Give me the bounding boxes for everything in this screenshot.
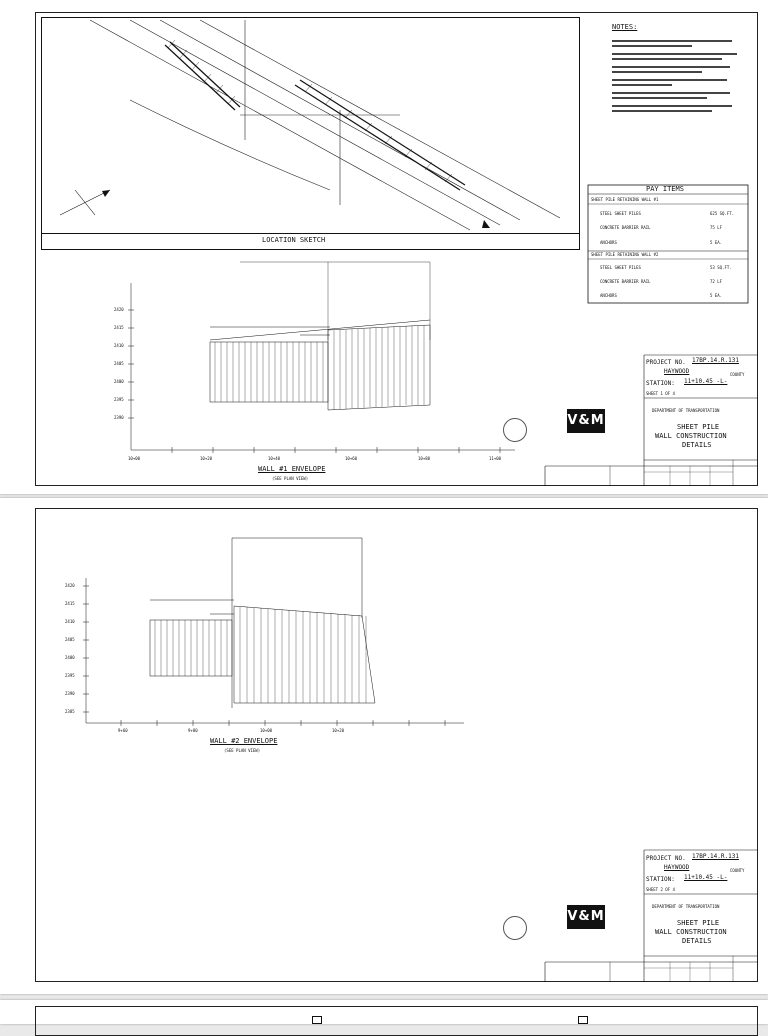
station-value: 11+10.45 -L- [684, 874, 728, 881]
elevation-scale: (SEE PLAN VIEW) [224, 748, 261, 753]
pay-items-group-header: SHEET PILE RETAINING WALL #2 [591, 252, 659, 257]
station-label: STATION: [646, 380, 675, 387]
pay-items-group-header: SHEET PILE RETAINING WALL #1 [591, 197, 659, 202]
checkbox-mark [312, 1016, 322, 1024]
note-line [612, 110, 712, 112]
pay-item-qty: 625 SQ.FT. [710, 211, 735, 216]
pay-item-name: STEEL SHEET PILES [600, 211, 641, 216]
note-line [612, 71, 702, 73]
x-tick-label: 9+80 [188, 728, 198, 733]
location-sketch-title: LOCATION SKETCH [262, 236, 326, 244]
x-tick-label: 10+00 [260, 728, 273, 733]
pay-item-name: CONCRETE BARRIER RAIL [600, 225, 651, 230]
project-number: 17BP.14.R.131 [692, 357, 739, 364]
x-tick-label: 10+80 [418, 456, 431, 461]
y-tick-label: 2400 [65, 655, 75, 660]
pay-item-name: ANCHORS [600, 293, 617, 298]
y-tick-label: 2415 [65, 601, 75, 606]
county-label: COUNTY [730, 868, 745, 873]
county-name: HAYWOOD [664, 864, 690, 871]
wall-2-elevation-drawing [0, 498, 768, 994]
sheet-title-line-3: DETAILS [682, 937, 712, 945]
elevation-title: WALL #1 ENVELOPE [258, 465, 326, 473]
county-label: COUNTY [730, 372, 745, 377]
firm-logo: V&M [567, 409, 605, 433]
checkbox-mark [578, 1016, 588, 1024]
y-tick-label: 2400 [114, 379, 124, 384]
x-tick-label: 10+00 [128, 456, 141, 461]
y-tick-label: 2390 [65, 691, 75, 696]
y-tick-label: 2395 [65, 673, 75, 678]
x-tick-label: 10+40 [268, 456, 281, 461]
y-tick-label: 2410 [65, 619, 75, 624]
x-tick-label: 11+00 [489, 456, 502, 461]
engineer-seal [503, 916, 527, 940]
note-line [612, 45, 692, 47]
station-value: 11+10.45 -L- [684, 378, 728, 385]
department-name: DEPARTMENT OF TRANSPORTATION [652, 904, 720, 909]
notes-title: NOTES: [612, 23, 638, 31]
y-tick-label: 2405 [114, 361, 124, 366]
pay-item-qty: 5 EA. [710, 293, 723, 298]
sheet-title-line-1: SHEET PILE [677, 423, 720, 431]
note-line [612, 79, 727, 81]
pay-item-qty: 5 EA. [710, 240, 723, 245]
note-line [612, 92, 730, 94]
department-name: DEPARTMENT OF TRANSPORTATION [652, 408, 720, 413]
y-tick-label: 2385 [65, 709, 75, 714]
pay-item-name: STEEL SHEET PILES [600, 265, 641, 270]
note-line [612, 105, 732, 107]
x-tick-label: 10+20 [200, 456, 213, 461]
note-line [612, 40, 732, 42]
y-tick-label: 2390 [114, 415, 124, 420]
y-tick-label: 2420 [114, 307, 124, 312]
y-tick-label: 2405 [65, 637, 75, 642]
pay-item-qty: 72 LF [710, 279, 723, 284]
x-tick-label: 10+20 [332, 728, 345, 733]
note-line [612, 97, 707, 99]
firm-logo: V&M [567, 905, 605, 929]
engineer-seal [503, 418, 527, 442]
sheet-title-line-2: WALL CONSTRUCTION [655, 432, 727, 440]
y-tick-label: 2410 [114, 343, 124, 348]
note-line [612, 84, 672, 86]
elevation-title: WALL #2 ENVELOPE [210, 737, 278, 745]
project-label: PROJECT NO. [646, 855, 686, 862]
drawing-sheet-3 [0, 1000, 768, 1024]
note-line [612, 58, 722, 60]
pay-item-qty: 53 SQ.FT. [710, 265, 732, 270]
drawing-sheet-2 [0, 498, 768, 994]
y-tick-label: 2420 [65, 583, 75, 588]
y-tick-label: 2395 [114, 397, 124, 402]
note-line [612, 66, 730, 68]
sheet-number: SHEET 2 OF 4 [646, 887, 675, 892]
pay-item-qty: 75 LF [710, 225, 723, 230]
pay-items-title: PAY ITEMS [646, 185, 684, 193]
x-tick-label: 9+60 [118, 728, 128, 733]
sheet-number: SHEET 1 OF 4 [646, 391, 675, 396]
elevation-scale: (SEE PLAN VIEW) [272, 476, 309, 481]
project-number: 17BP.14.R.131 [692, 853, 739, 860]
sheet-title-line-2: WALL CONSTRUCTION [655, 928, 727, 936]
x-tick-label: 10+60 [345, 456, 358, 461]
drawing-sheet-1 [0, 0, 768, 494]
sheet-title-line-3: DETAILS [682, 441, 712, 449]
station-label: STATION: [646, 876, 675, 883]
y-tick-label: 2415 [114, 325, 124, 330]
pay-item-name: CONCRETE BARRIER RAIL [600, 279, 651, 284]
sheet-border [35, 1006, 758, 1036]
county-name: HAYWOOD [664, 368, 690, 375]
note-line [612, 53, 737, 55]
project-label: PROJECT NO. [646, 359, 686, 366]
sheet-title-line-1: SHEET PILE [677, 919, 720, 927]
pay-item-name: ANCHORS [600, 240, 617, 245]
